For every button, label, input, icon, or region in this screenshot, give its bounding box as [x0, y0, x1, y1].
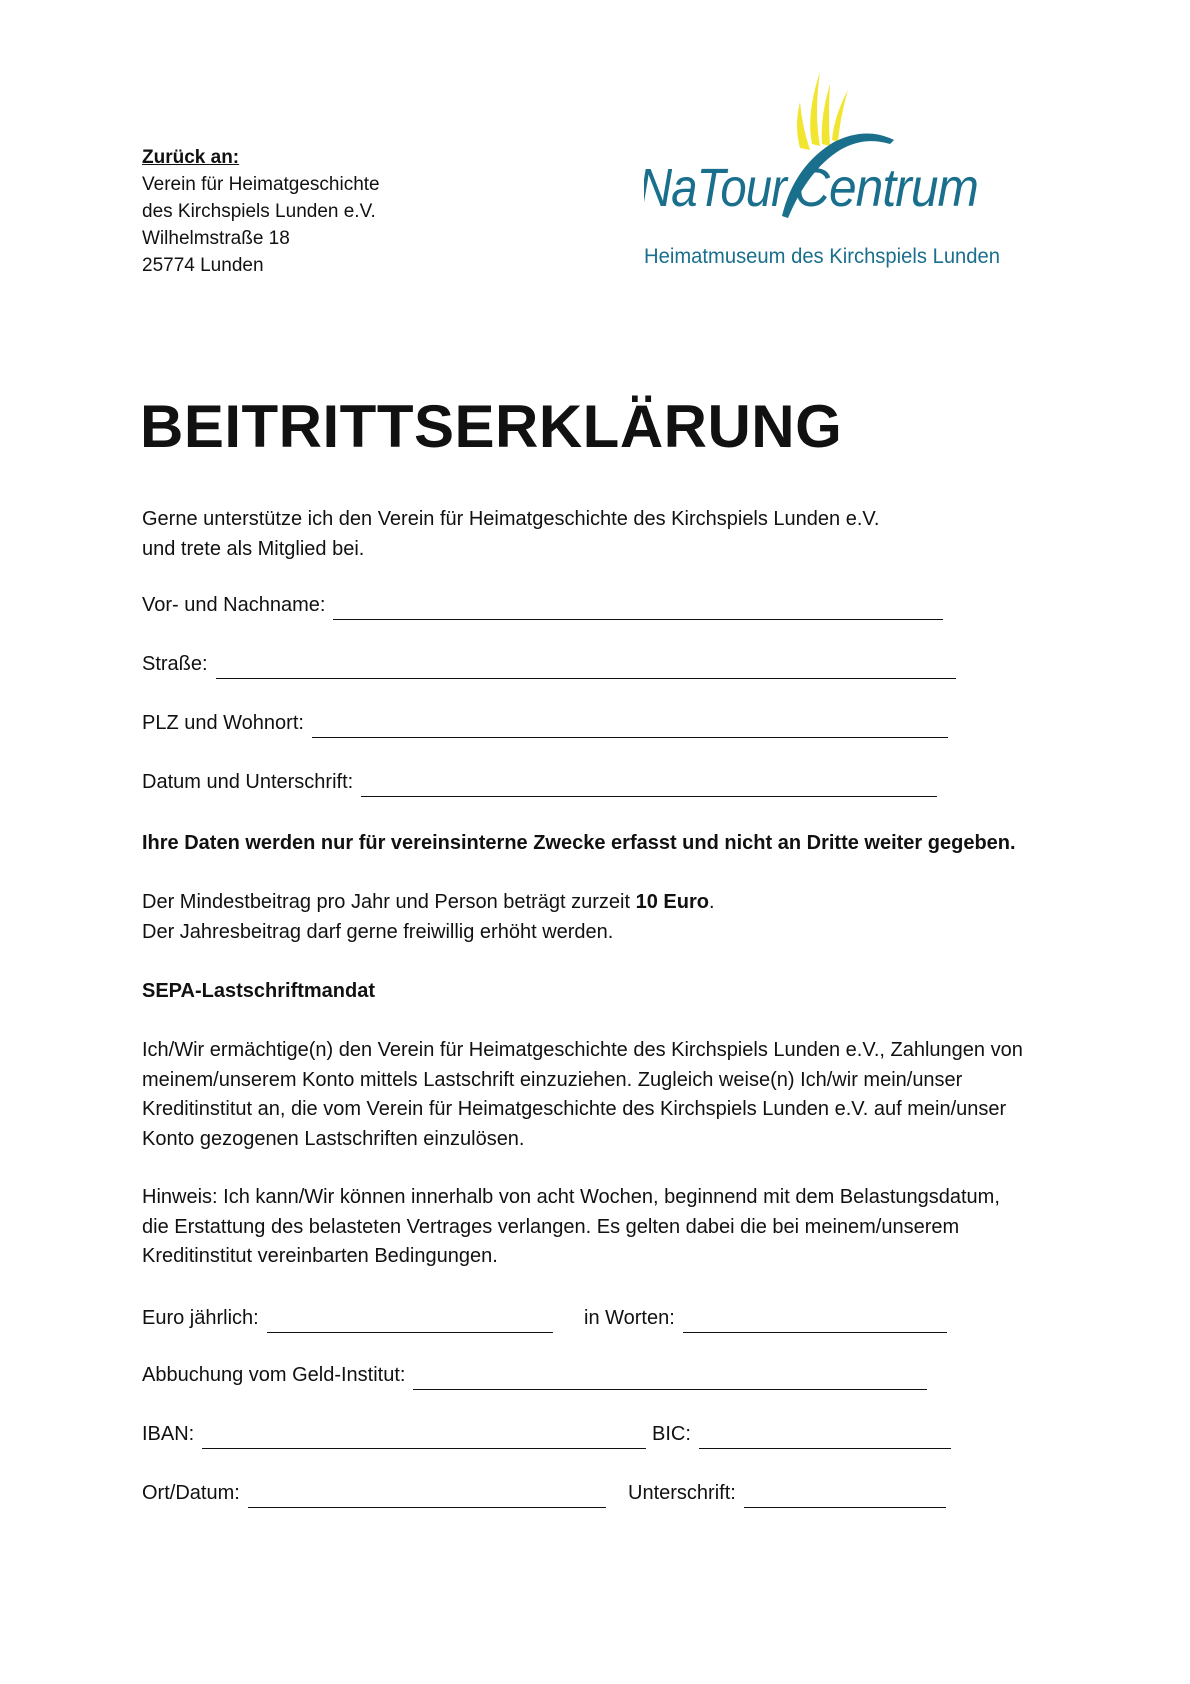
euro-per-year-label: Euro jährlich:: [142, 1307, 259, 1329]
place-date-label: Ort/Datum:: [142, 1482, 240, 1504]
bic-label: BIC:: [652, 1423, 691, 1445]
mandate-line: Konto gezogenen Lastschriften einzulösen.: [142, 1127, 525, 1150]
plz-city-field[interactable]: [142, 708, 948, 738]
plz-city-field-label: PLZ und Wohnort:: [142, 712, 304, 734]
amount-in-words-field[interactable]: [584, 1303, 947, 1333]
mandate-line: meinem/unserem Konto mittels Lastschrift einzuziehen. Zugleich weise(n) Ich/wir mein/unser: [142, 1068, 963, 1091]
name-field-label: Vor- und Nachname:: [142, 594, 326, 616]
logo-ray-icon: [832, 90, 848, 142]
intro-text: [142, 505, 1132, 564]
natour-centrum-logo: [644, 66, 1024, 286]
hint-line: die Erstattung des belasteten Vertrages verlangen. Es gelten dabei die bei meinem/unserem: [142, 1215, 960, 1238]
amount-in-words-line[interactable]: [683, 1310, 947, 1333]
fee-line-prefix: Der Mindestbeitrag pro Jahr und Person beträgt zurzeit: [142, 891, 636, 913]
bic-field[interactable]: [652, 1419, 951, 1449]
iban-line[interactable]: [202, 1426, 646, 1449]
euro-per-year-line[interactable]: [267, 1310, 553, 1333]
logo-ray-icon: [810, 72, 820, 146]
mandate-line: Ich/Wir ermächtige(n) den Verein für Heimatgeschichte des Kirchspiels Lunden e.V., Zahlungen von: [142, 1039, 1023, 1061]
amount-in-words-label: in Worten:: [584, 1307, 675, 1329]
logo-subtitle: Heimatmuseum des Kirchspiels Lunden: [644, 245, 1000, 268]
return-address-line: Wilhelmstraße 18: [142, 228, 290, 249]
sepa-hint-text: [142, 1183, 1132, 1272]
sepa-heading: SEPA-Lastschriftmandat: [142, 980, 376, 1002]
return-address-line: Verein für Heimatgeschichte: [142, 174, 380, 195]
return-address-heading: Zurück an:: [142, 147, 240, 168]
date-signature-field-line[interactable]: [361, 774, 937, 797]
bank-institute-label: Abbuchung vom Geld-Institut:: [142, 1364, 406, 1386]
euro-per-year-field[interactable]: [142, 1303, 553, 1333]
bank-institute-line[interactable]: [413, 1367, 927, 1390]
hint-line: Kreditinstitut vereinbarten Bedingungen.: [142, 1245, 498, 1267]
plz-city-field-line[interactable]: [312, 715, 948, 738]
logo-name-part2: Centrum: [794, 158, 978, 218]
privacy-note: Ihre Daten werden nur für vereinsinterne Zwecke erfasst und nicht an Dritte weiter gegeben.: [142, 832, 1016, 854]
street-field-label: Straße:: [142, 653, 208, 675]
return-address-line: des Kirchspiels Lunden e.V.: [142, 201, 376, 222]
bic-line[interactable]: [699, 1426, 951, 1449]
iban-label: IBAN:: [142, 1423, 195, 1445]
hint-line: Hinweis: Ich kann/Wir können innerhalb von acht Wochen, beginnend mit dem Belastungsdatum,: [142, 1186, 1000, 1208]
page-title: BEITRITTSERKLÄRUNG: [140, 393, 843, 460]
logo-graphic: [644, 66, 1024, 286]
bank-institute-field[interactable]: [142, 1360, 927, 1390]
intro-line: Gerne unterstütze ich den Verein für Heimatgeschichte des Kirchspiels Lunden e.V.: [142, 508, 880, 530]
fee-text: [142, 888, 1132, 947]
fee-line: Der Jahresbeitrag darf gerne freiwillig erhöht werden.: [142, 920, 614, 943]
fee-amount: 10 Euro: [635, 891, 709, 913]
intro-line: und trete als Mitglied bei.: [142, 537, 365, 560]
mandate-line: Kreditinstitut an, die vom Verein für Heimatgeschichte des Kirchspiels Lunden e.V. auf mein/unser: [142, 1098, 1007, 1120]
fee-line: [142, 888, 1132, 918]
signature-field[interactable]: [628, 1478, 946, 1508]
logo-name-part1: NaTour: [644, 158, 789, 218]
date-signature-field-label: Datum und Unterschrift:: [142, 771, 354, 793]
name-field-line[interactable]: [333, 597, 943, 620]
sepa-mandate-text: [142, 1036, 1132, 1154]
street-field-line[interactable]: [216, 656, 956, 679]
street-field[interactable]: [142, 649, 956, 679]
logo-ray-icon: [822, 84, 830, 146]
signature-line[interactable]: [744, 1485, 946, 1508]
date-signature-field[interactable]: [142, 767, 937, 797]
iban-field[interactable]: [142, 1419, 646, 1449]
logo-ray-icon: [797, 102, 810, 150]
signature-label: Unterschrift:: [628, 1482, 736, 1504]
fee-line-suffix: .: [708, 891, 715, 913]
return-address: [142, 144, 380, 279]
name-field[interactable]: [142, 590, 943, 620]
place-date-line[interactable]: [248, 1485, 606, 1508]
return-address-line: 25774 Lunden: [142, 255, 264, 276]
place-date-field[interactable]: [142, 1478, 606, 1508]
